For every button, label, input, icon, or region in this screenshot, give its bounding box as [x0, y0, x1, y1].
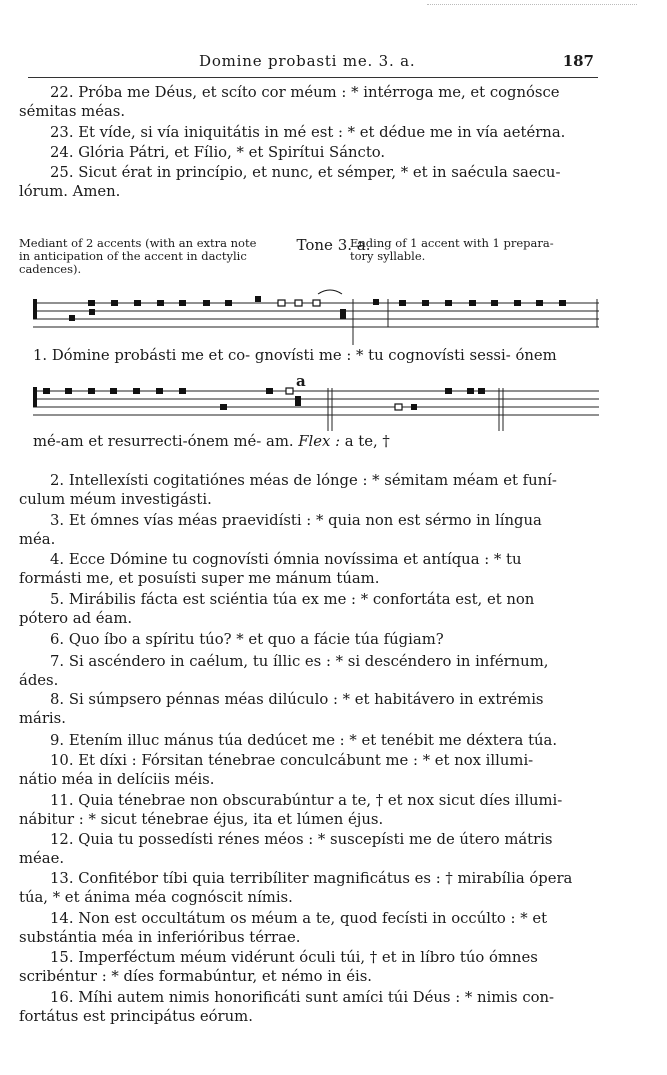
verse-11	[19, 791, 598, 829]
verse-3	[19, 511, 598, 549]
verse-line: 3. Et ómnes vías méas praevidísti : * quia non est sérmo in língua	[50, 512, 542, 529]
verse-line: 15. Imperféctum méum vidérunt óculi túi, † et in líbro túo ómnes	[50, 949, 538, 966]
mediant-note	[19, 237, 256, 276]
verse-6	[19, 630, 598, 649]
verse-line: méa.	[19, 531, 56, 548]
note-line: tory syllable.	[350, 249, 426, 263]
verse-line: substántia méa in inferióribus térrae.	[19, 929, 301, 946]
verse-line: 12. Quia tu possedísti rénes méos : * suscepísti me de útero mátris	[50, 831, 553, 848]
verse-5	[19, 590, 598, 628]
verse-line: 13. Confitébor tíbi quia terribíliter magnificátus es : † mirabília ópera	[50, 870, 573, 887]
page-number: 187	[562, 52, 594, 70]
verse-line: 8. Si súmpsero pénnas méas dilúculo : * et habitávero in extrémis	[50, 691, 544, 708]
verse-7	[19, 652, 598, 690]
ending-note	[350, 237, 554, 263]
note-line: Mediant of 2 accents (with an extra note	[19, 236, 257, 250]
page-edge-mark	[427, 4, 637, 5]
verse-line: 6. Quo íbo a spíritu túo? * et quo a fácie túa fúgiam?	[50, 631, 444, 648]
verse-13	[19, 869, 598, 907]
verse-line: culum méum investigásti.	[19, 491, 212, 508]
verse-15	[19, 948, 598, 986]
verse-line: 10. Et díxi : Fórsitan ténebrae conculcábunt me : * et nox illumi-	[50, 752, 534, 769]
verse-25	[19, 163, 598, 201]
flex-text: a te, †	[340, 433, 390, 450]
verse-line: 9. Etením illuc mánus túa dedúcet me : * et tenébit me déxtera túa.	[50, 732, 558, 749]
verse-12	[19, 830, 598, 868]
verse-16	[19, 988, 598, 1026]
verse-8	[19, 690, 598, 728]
verse-line: nátio méa in delíciis méis.	[19, 771, 215, 788]
verse-22	[19, 83, 598, 121]
verse-line: pótero ad éam.	[19, 610, 133, 627]
verse-line: 25. Sicut érat in princípio, et nunc, et sémper, * et in saécula saecu-	[50, 164, 561, 181]
header-rule	[28, 77, 598, 78]
verse-line: 16. Míhi autem nimis honorificáti sunt amíci túi Déus : * nimis con-	[50, 989, 555, 1006]
chant-line-2	[33, 433, 390, 450]
note-line: cadences).	[19, 262, 82, 276]
verse-line: 7. Si ascéndero in caélum, tu íllic es : * si descéndero in inférnum,	[50, 653, 549, 670]
verse-line: sémitas méas.	[19, 103, 126, 120]
note-line: Ending of 1 accent with 1 prepara-	[350, 236, 554, 250]
chant-staff-2	[33, 383, 599, 431]
chant-line-2-text: mé-am et resurrecti-ónem mé- am.	[33, 433, 294, 450]
note-line: in anticipation of the accent in dactylic	[19, 249, 247, 263]
verse-10	[19, 751, 598, 789]
verse-line: 11. Quia ténebrae non obscurabúntur a te, † et nox sicut díes illumi-	[50, 792, 563, 809]
flex-label: Flex :	[298, 433, 341, 450]
verse-line: fortátus est principátus eórum.	[19, 1008, 253, 1025]
verse-line: 24. Glória Pátri, et Fílio, * et Spirítui Sáncto.	[50, 144, 386, 161]
verse-line: nábitur : * sicut ténebrae éjus, ita et lúmen éjus.	[19, 811, 384, 828]
verse-23	[19, 123, 598, 142]
verse-line: ádes.	[19, 672, 59, 689]
termination-label: a	[296, 372, 306, 390]
chant-line-1: 1. Dómine probásti me et co- gnovísti me : * tu cognovísti sessi- ónem	[33, 347, 557, 364]
verse-line: túa, * et ánima méa cognóscit nímis.	[19, 889, 293, 906]
verse-line: méae.	[19, 850, 65, 867]
verse-9	[19, 731, 598, 750]
page-header	[28, 52, 598, 74]
verse-line: scribéntur : * díes formabúntur, et némo in éis.	[19, 968, 373, 985]
verse-line: lórum. Amen.	[19, 183, 121, 200]
verse-line: máris.	[19, 710, 66, 727]
chant-staff-1	[33, 285, 599, 345]
verse-4	[19, 550, 598, 588]
verse-line: formásti me, et posuísti super me mánum túam.	[19, 570, 380, 587]
verse-2	[19, 471, 598, 509]
verse-14	[19, 909, 598, 947]
verse-line: 23. Et víde, si vía iniquitátis in mé est : * et dédue me in vía aetérna.	[50, 124, 566, 141]
verse-24	[19, 143, 598, 162]
verse-line: 5. Mirábilis fácta est sciéntia túa ex me : * confortáta est, et non	[50, 591, 535, 608]
verse-line: 14. Non est occultátum os méum a te, quod fecísti in occúlto : * et	[50, 910, 548, 927]
verse-line: 2. Intellexísti cogitatiónes méas de lónge : * sémitam méam et funí-	[50, 472, 557, 489]
verse-line: 22. Próba me Déus, et scíto cor méum : * intérroga me, et cognósce	[50, 84, 560, 101]
verse-line: 4. Ecce Dómine tu cognovísti ómnia novíssima et antíqua : * tu	[50, 551, 522, 568]
tone-title: Tone 3. a.	[296, 236, 371, 254]
running-title: Domine probasti me. 3. a.	[199, 52, 416, 70]
